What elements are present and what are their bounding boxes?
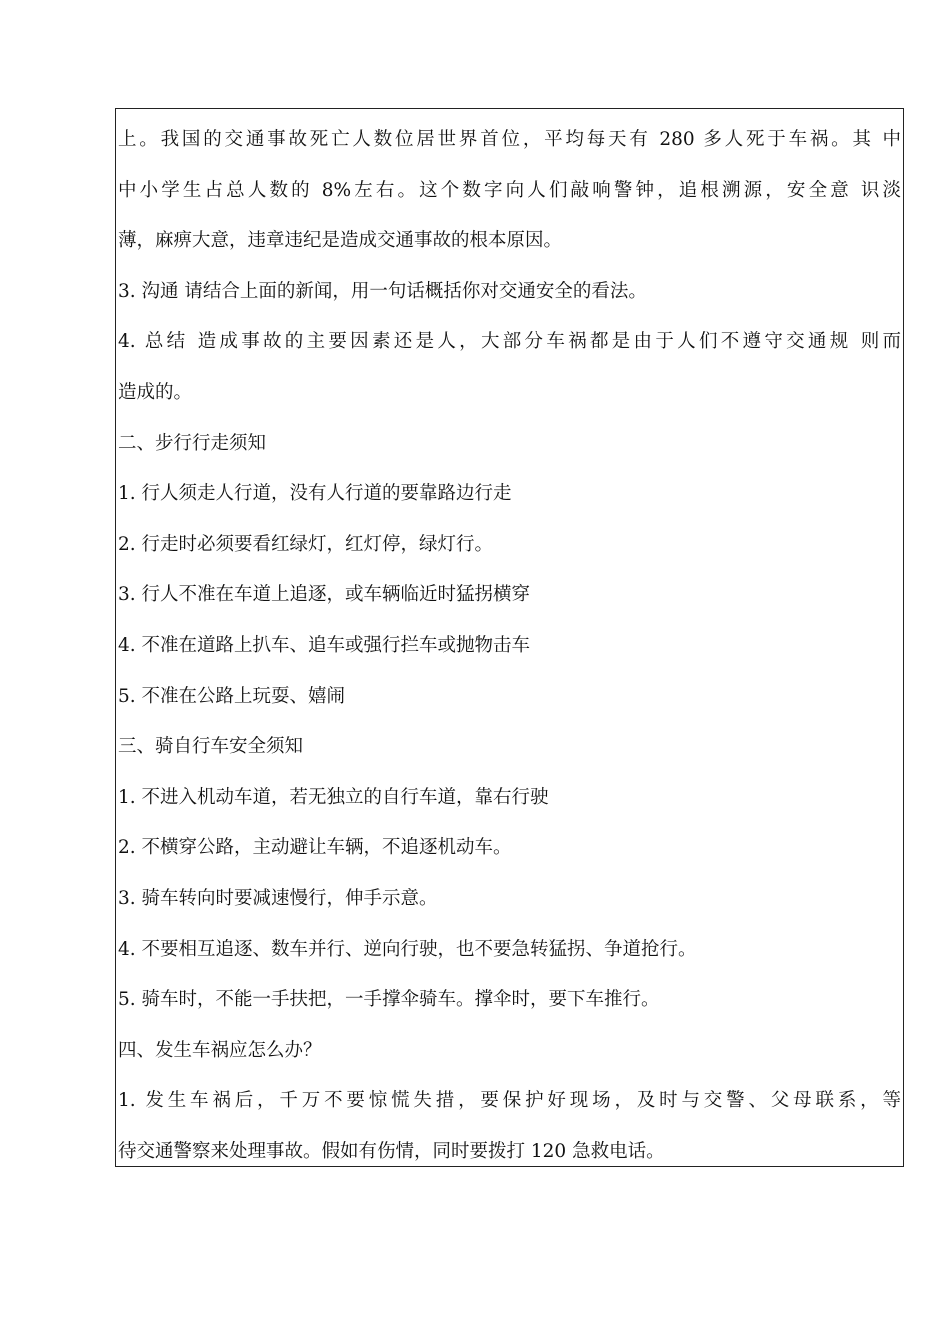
text-line: 1. 发生车祸后，千万不要惊慌失措，要保护好现场，及时与交警、父母联系，等 bbox=[118, 1090, 901, 1112]
text-line: 2. 行走时必须要看红绿灯，红灯停，绿灯行。 bbox=[118, 533, 494, 555]
text-line: 3. 骑车转向时要减速慢行，伸手示意。 bbox=[118, 887, 438, 909]
document-frame bbox=[115, 108, 904, 1167]
text-line: 5. 不准在公路上玩耍、嬉闹 bbox=[118, 685, 346, 707]
text-line: 中小学生占总人数的 8%左右。这个数字向人们敲响警钟，追根溯源，安全意 识淡 bbox=[118, 179, 901, 201]
text-line: 待交通警察来处理事故。假如有伤情，同时要拨打 120 急救电话。 bbox=[118, 1140, 665, 1162]
text-line: 三、骑自行车安全须知 bbox=[118, 736, 304, 758]
text-line: 造成的。 bbox=[118, 381, 193, 403]
text-line: 上。我国的交通事故死亡人数位居世界首位，平均每天有 280 多人死于车祸。其 中 bbox=[118, 129, 901, 150]
text-line: 薄，麻痹大意，违章违纪是造成交通事故的根本原因。 bbox=[118, 230, 563, 252]
text-line: 2. 不横穿公路，主动避让车辆，不追逐机动车。 bbox=[118, 837, 512, 859]
text-line: 4. 不要相互追逐、数车并行、逆向行驶，也不要急转猛拐、争道抢行。 bbox=[118, 938, 697, 960]
text-line: 4. 总结 造成事故的主要因素还是人，大部分车祸都是由于人们不遵守交通规 则而 bbox=[118, 331, 901, 353]
text-line: 1. 行人须走人行道，没有人行道的要靠路边行走 bbox=[118, 483, 512, 505]
text-line: 5. 骑车时，不能一手扶把，一手撑伞骑车。撑伞时，要下车推行。 bbox=[118, 989, 660, 1011]
text-line: 二、步行行走须知 bbox=[118, 432, 267, 454]
text-line: 1. 不进入机动车道，若无独立的自行车道，靠右行驶 bbox=[118, 786, 549, 808]
text-line: 4. 不准在道路上扒车、追车或强行拦车或抛物击车 bbox=[118, 634, 531, 656]
document-body bbox=[118, 127, 901, 1189]
text-line: 3. 行人不准在车道上追逐，或车辆临近时猛拐横穿 bbox=[118, 584, 531, 606]
text-line: 四、发生车祸应怎么办？ bbox=[118, 1039, 322, 1061]
text-line: 3. 沟通 请结合上面的新闻，用一句话概括你对交通安全的看法。 bbox=[118, 280, 647, 302]
